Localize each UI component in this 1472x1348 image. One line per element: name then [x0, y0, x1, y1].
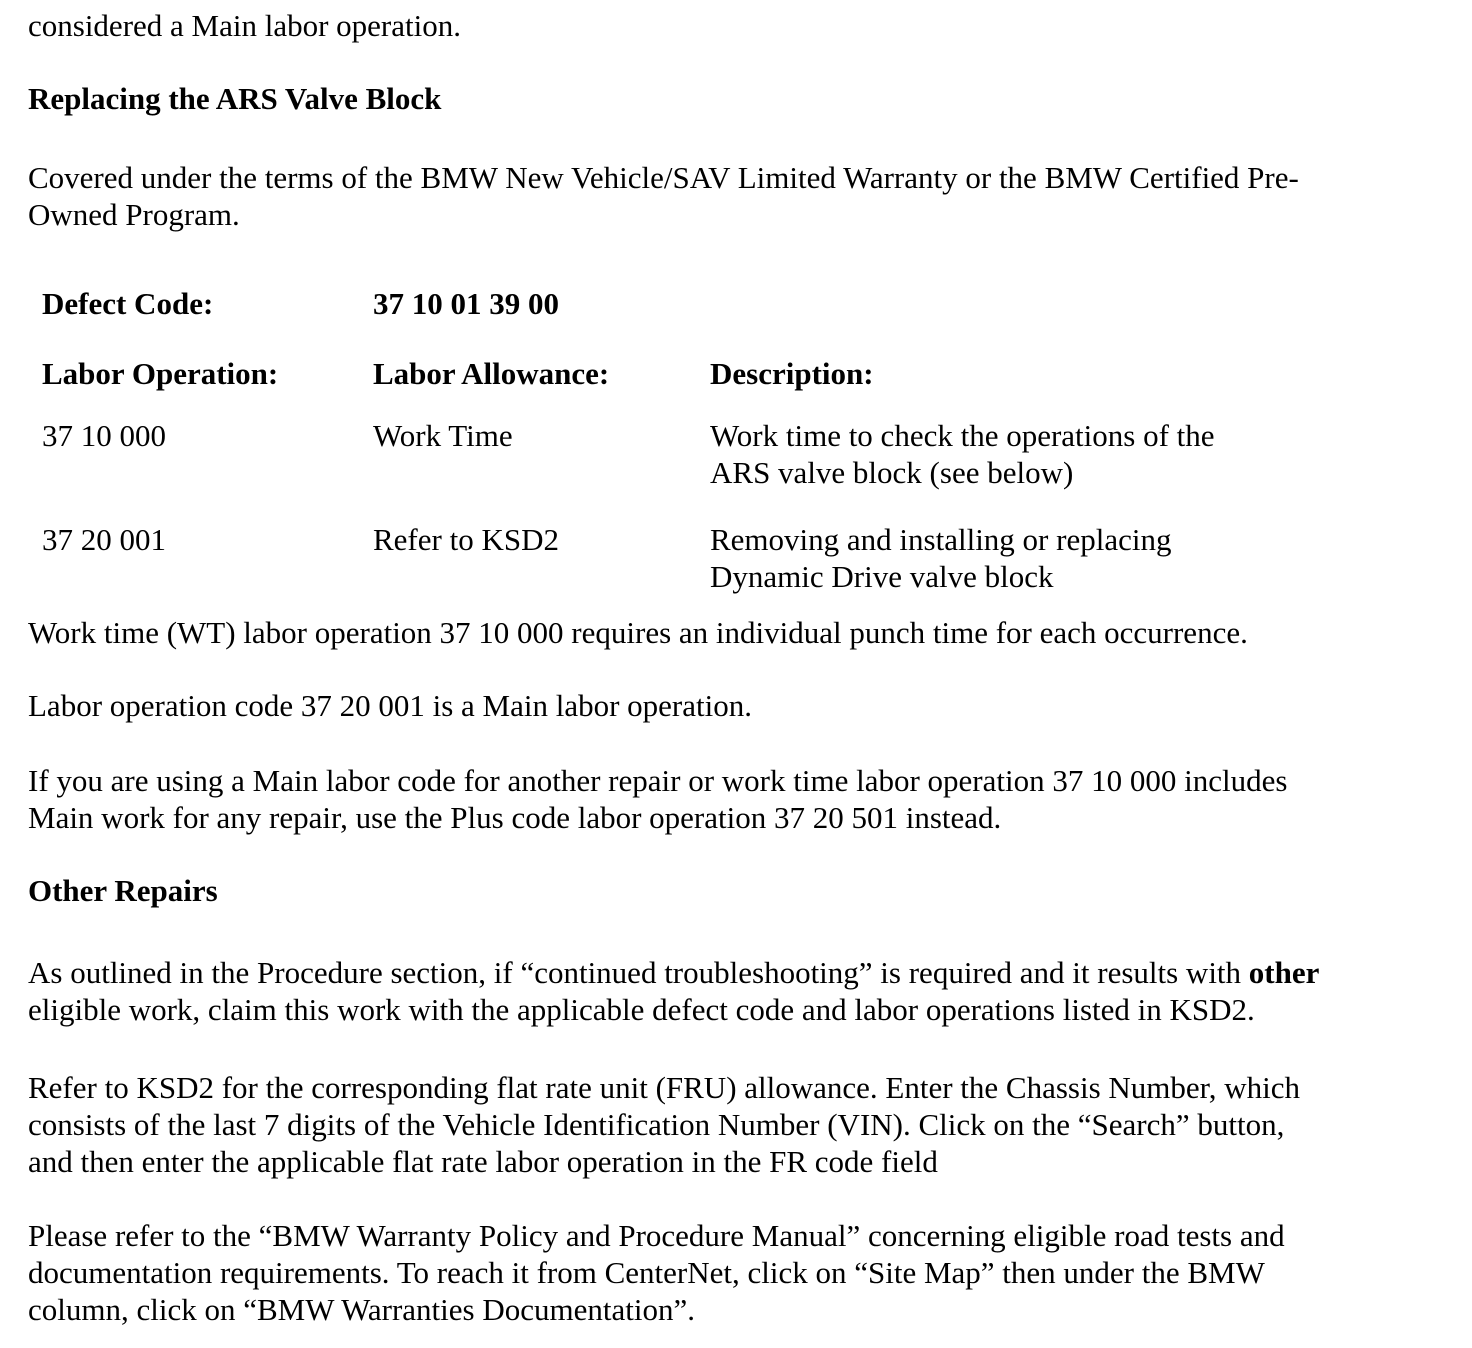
plus-code-paragraph [28, 762, 1452, 836]
defect-code-value: 37 10 01 39 00 [373, 286, 559, 321]
refer-to-ksd2-paragraph [28, 1069, 1452, 1180]
text-line: Labor operation code 37 20 001 is a Main labor operation. [28, 688, 752, 723]
labor-operation-header: Labor Operation: [42, 356, 279, 391]
text-line: and then enter the applicable flat rate labor operation in the FR code field [28, 1144, 938, 1179]
text-line: Work time to check the operations of the [710, 418, 1215, 453]
text-segment: As outlined in the Procedure section, if “continued troubleshooting” is required and it results with [28, 955, 1249, 990]
labor-operation-value: 37 20 001 [42, 522, 166, 557]
text-line: Main work for any repair, use the Plus code labor operation 37 20 501 instead. [28, 800, 1002, 835]
heading-replacing-ars-valve-block: Replacing the ARS Valve Block [28, 81, 442, 116]
text-line: If you are using a Main labor code for another repair or work time labor operation 37 10 000 includes [28, 763, 1288, 798]
text-line: Owned Program. [28, 197, 240, 232]
text-line [28, 954, 1452, 991]
labor-operation-value: 37 10 000 [42, 418, 166, 453]
description-header: Description: [710, 356, 874, 391]
heading-other-repairs: Other Repairs [28, 873, 218, 908]
as-outlined-paragraph [28, 954, 1452, 1028]
please-refer-paragraph [28, 1217, 1452, 1328]
covered-paragraph [28, 159, 1452, 233]
text-line: ARS valve block (see below) [710, 455, 1074, 490]
text-line: Please refer to the “BMW Warranty Policy and Procedure Manual” concerning eligible road tests and [28, 1218, 1285, 1253]
text-line: column, click on “BMW Warranties Documentation”. [28, 1292, 695, 1327]
text-line: Removing and installing or replacing [710, 522, 1172, 557]
text-line: Refer to KSD2 for the corresponding flat rate unit (FRU) allowance. Enter the Chassis Number, which [28, 1070, 1301, 1105]
description-value [710, 521, 1330, 595]
labor-code-paragraph [28, 687, 1452, 724]
defect-code-label: Defect Code: [42, 286, 214, 321]
text-line: Covered under the terms of the BMW New Vehicle/SAV Limited Warranty or the BMW Certified Pre- [28, 160, 1299, 195]
labor-allowance-value: Refer to KSD2 [373, 522, 559, 557]
description-value [710, 417, 1330, 491]
intro-paragraph [28, 7, 1452, 44]
text-line: documentation requirements. To reach it from CenterNet, click on “Site Map” then under the BMW [28, 1255, 1265, 1290]
text-line: Dynamic Drive valve block [710, 559, 1054, 594]
text-line: considered a Main labor operation. [28, 8, 461, 43]
bold-word-other: other [1248, 955, 1320, 990]
text-line: eligible work, claim this work with the applicable defect code and labor operations listed in KSD2. [28, 992, 1255, 1027]
text-line: Work time (WT) labor operation 37 10 000 requires an individual punch time for each occurrence. [28, 615, 1248, 650]
text-line: consists of the last 7 digits of the Vehicle Identification Number (VIN). Click on the “Search” button, [28, 1107, 1285, 1142]
work-time-paragraph [28, 614, 1452, 651]
labor-allowance-header: Labor Allowance: [373, 356, 610, 391]
labor-allowance-value: Work Time [373, 418, 513, 453]
